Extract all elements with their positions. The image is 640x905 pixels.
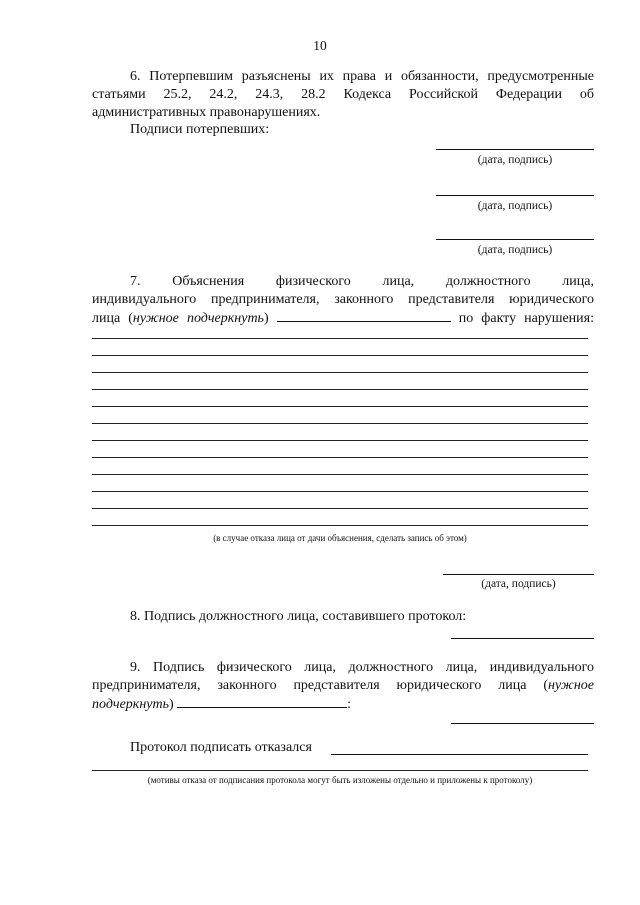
section-7-paragraph — [92, 273, 594, 328]
refusal-line[interactable] — [331, 754, 588, 755]
signer-signature-line[interactable] — [451, 723, 594, 724]
official-signature-line[interactable] — [451, 638, 594, 639]
section-9-paragraph — [92, 659, 594, 714]
explanation-signature-caption: (дата, подпись) — [481, 578, 556, 590]
explanation-line-12[interactable] — [92, 525, 588, 526]
section-6-line-1: 6. Потерпевшим разъяснены их права и обязанности, предусмотренные — [130, 69, 594, 84]
section-9-line-3: подчеркнуть) : — [92, 697, 352, 712]
explanation-line-10[interactable] — [92, 491, 588, 492]
explanation-line-3[interactable] — [92, 372, 588, 373]
section-9-line-1: 9. Подпись физического лица, должностного лица, индивидуального — [130, 660, 594, 675]
victim-signature-caption-2: (дата, подпись) — [477, 200, 553, 212]
refusal-reasons-line[interactable] — [92, 770, 588, 771]
explanation-signature-line[interactable] — [443, 574, 594, 575]
explanation-line-7[interactable] — [92, 440, 588, 441]
explanation-line-6[interactable] — [92, 423, 588, 424]
section-6-line-2: статьями 25.2, 24.2, 24.3, 28.2 Кодекса Российской Федерации об — [92, 87, 594, 102]
explanation-line-1[interactable] — [92, 338, 588, 339]
signer-type-blank[interactable] — [177, 695, 347, 708]
section-8-text: 8. Подпись должностного лица, составившего протокол: — [130, 609, 467, 624]
victim-signature-line-2[interactable] — [436, 195, 594, 196]
victims-signatures-label: Подписи потерпевших: — [130, 122, 270, 137]
section-7-line-2: индивидуального предпринимателя, законного представителя юридического — [92, 292, 594, 307]
section-6-line-3: административных правонарушениях. — [92, 105, 321, 120]
underline-hint: нужное подчеркнуть — [132, 311, 264, 326]
victim-signature-line-1[interactable] — [436, 149, 594, 150]
explanation-line-2[interactable] — [92, 355, 588, 356]
page-number: 10 — [313, 38, 327, 53]
refusal-text: Протокол подписать отказался — [130, 740, 312, 755]
victim-signature-line-3[interactable] — [436, 239, 594, 240]
explanation-line-9[interactable] — [92, 474, 588, 475]
explanation-line-5[interactable] — [92, 406, 588, 407]
section-7-line-1: 7. Объяснения физического лица, должностного лица, — [130, 274, 594, 289]
refusal-to-explain-note: (в случае отказа лица от дачи объяснения, сделать запись об этом) — [213, 533, 467, 543]
section-9-line-2: предпринимателя, законного представителя юридического лица (нужное — [92, 678, 594, 693]
victim-signature-caption-1: (дата, подпись) — [477, 154, 553, 166]
explanation-line-8[interactable] — [92, 457, 588, 458]
person-type-blank[interactable] — [277, 309, 451, 322]
section-7-line-3: лица (нужное подчеркнуть) по факту нарушения: — [92, 311, 594, 326]
explanation-line-11[interactable] — [92, 508, 588, 509]
explanation-line-4[interactable] — [92, 389, 588, 390]
refusal-reasons-note: (мотивы отказа от подписания протокола могут быть изложены отдельно и приложены к протоколу) — [147, 775, 533, 785]
section-6-paragraph — [92, 68, 594, 122]
victim-signature-caption-3: (дата, подпись) — [477, 244, 553, 256]
